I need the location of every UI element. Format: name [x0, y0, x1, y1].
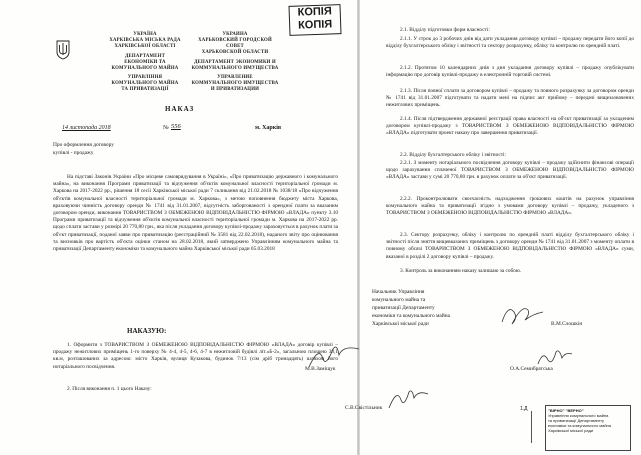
signer-line: комунального майна та [372, 297, 426, 303]
signature-3-name: С.В.Свістільник [345, 405, 383, 411]
signer-line: приватизації Департаменту [372, 305, 435, 311]
order-subject-line: купівлі - продажу [53, 150, 94, 156]
order-title: НАКАЗ [165, 105, 195, 113]
certified-copy-stamp [545, 405, 631, 451]
header-right-line: ХАРЬКОВСКОЙ ОБЛАСТИ [201, 50, 269, 55]
order-subject-line: Про оформлення договору [53, 142, 114, 148]
signature-3-icon [385, 386, 430, 412]
nakazuiu-heading: НАКАЗУЮ: [127, 327, 167, 335]
para-3: 3. Контроль за виконанням наказу залишаю за собою. [400, 268, 522, 274]
trident-coat-of-arms-icon [56, 40, 70, 60]
header-left-mgmt: ТА ПРИВАТИЗАЦІЇ [121, 87, 169, 92]
para-2-1-4: 2.1.4. Після підтвердження державної реєстрації права власності на об'єкт приватизації за укладеним договором купівлі-продажу з ТОВАРИСТВОМ З ОБМЕЖЕНОЮ ВІДПОВІДАЛЬНІСТЮ ФІРМОЮ «ВЛАДА» підготувати проект наказу про завершення приватизації. [386, 116, 634, 137]
header-right-dept: ДЕПАРТАМЕНТ ЭКОНОМИКИ И [194, 60, 276, 65]
stamp-line: Харківської міської ради [548, 428, 594, 433]
header-right-line: СОВЕТ [226, 44, 244, 49]
para-2-2-1: 2.2.1. З моменту нотаріального посвідчення договору купівлі – продажу здійснити фінансові операції щодо зарахування сплаченої ТОВАРИСТВОМ З ОБМЕЖЕНОЮ ВІДПОВІДАЛЬНІСТЮ ФІРМОЮ «ВЛАДА» застави у сумі 20 770,80 грн. в рахунок оплати за об'єкт приватизації. [386, 160, 634, 181]
signer-name: В.М.Слошкін [551, 321, 583, 327]
stamp-line: економіки та комунального майна [548, 423, 611, 428]
stamp-line: "ВІРНО" "ВЕРНО" [548, 408, 584, 413]
header-right-mgmt: И ПРИВАТИЗАЦИИ [210, 87, 260, 92]
signer-line: Харківської міської ради [372, 321, 429, 327]
header-left-line: ХАРКІВСЬКА МІСЬКА РАДА [109, 38, 181, 43]
header-left-line: ХАРКІВСЬКОЇ ОБЛАСТІ [114, 44, 176, 49]
header-left-dept: КОМУНАЛЬНОГО МАЙНА [111, 66, 179, 71]
order-number-prefix: № [163, 125, 169, 131]
header-left-mgmt: УПРАВЛІННЯ [127, 75, 163, 80]
stamp-edge [531, 411, 544, 443]
header-left-line: УКРАЇНА [133, 32, 157, 37]
para-2-2-2: 2.2.2. Проконтролювати своєчасність надходження грошових коштів на рахунок управління комунального майна та приватизації згідно з умовами договору купівлі – продажу, укладеного з ТОВАРИСТВОМ З ОБМЕЖЕНОЮ ВІДПОВІДАЛЬНІСТЮ ФІРМОЮ «ВЛАДА». [386, 196, 634, 217]
header-right-mgmt: КОММУНАЛЬНОГО ИМУЩЕСТВА [191, 81, 279, 86]
bottom-left-mark: 1.Д [520, 406, 528, 412]
header-right-line: ХАРЬКОВСКИЙ ГОРОДСКОЙ [198, 38, 272, 43]
signature-2-name: О.А.Семибратська [510, 366, 553, 372]
signer-line: Начальник Управління [372, 289, 425, 295]
stamp-line: та приватизації Департаменту [548, 418, 605, 423]
signature-1-name: М.В.Заміщук [305, 366, 336, 372]
header-right-mgmt: УПРАВЛЕНИЕ [217, 75, 253, 80]
header-left-mgmt: КОМУНАЛЬНОГО МАЙНА [111, 81, 179, 86]
order-item-1: 1. Оформити з ТОВАРИСТВОМ З ОБМЕЖЕНОЮ ВІДПОВІДАЛЬНІСТЮ ФІРМОЮ «ВЛАДА» договір купівлі – продажу нежитлових приміщень 1-го поверху № 4-4, 4-5, 4-6, 4-7 в нежитловій будівлі літ.«Б-2», загальною площею 38,1 кв.м, розташованих за адресою: місто Харків, вулиця Кузакова, будинок 7/13 (сім дріб тринадцять) шляхом його нотаріального посвідчення. [53, 342, 338, 370]
stamp-line: Управління комунального майна [548, 413, 609, 418]
preamble-paragraph: На підставі Законів України «Про місцеве самоврядування в Україні», «Про приватизацію державного і комунального майна», на виконання Програми приватизації та відчуження об'єктів комунальної власності територіальної громади м. Харкова на 2017-2022 рр., рішення 18 сесії Харківської міської ради 7 скликання від 21.02.2018 № 1038/18 «Про відчуження об'єктів комунальної власності територіальної громади м. Харкова», з метою поповнення бюджету міста Харкова, враховуючи чинність договору оренди № 1741 від 31.01.2007, відсутність заборгованості з орендної плати за вказаним договором оренди, виконання ТОВАРИСТВОМ З ОБМЕЖЕНОЮ ВІДПОВІДАЛЬНІСТЮ ФІРМОЮ «ВЛАДА» пункту 3.10 Програми приватизації та відчуження об'єктів комунальної власності територіальної громади м. Харкова на 2017-2022 рр. щодо сплати застави у розмірі 20 770,80 грн., яка після укладання договору купівлі-продажу зараховується в рахунок плати за об'єкт приватизації, поданої заяви про приватизацію (реєстраційний № 3581 від 22.02.2018), наданого звіту про оцінювання та висновків про вартість об'єкта оцінки станом на 28.02.2018, який затверджено Управлінням комунального майна та приватизації Департаменту економіки та комунального майна Харківської міської ради 05.03.2018 [53, 174, 338, 253]
order-number: 556 [171, 123, 181, 130]
para-2-1-2: 2.1.2. Протягом 10 календарних днів з дня укладання договору купівлі – продажу опублікувати інформацію про договір купівлі-продажу в електронній торговій системі. [386, 65, 634, 79]
order-city: м. Харків [255, 125, 282, 131]
header-left-dept: ЕКОНОМІКИ ТА [124, 60, 166, 65]
copy-stamp-line: КОПІЯ [297, 5, 332, 19]
signer-line: економіки та комунального майна [372, 313, 450, 319]
header-right-line: УКРАИНА [222, 32, 248, 37]
order-date: 14 листопада 2018 [62, 125, 111, 131]
signature-2-icon [535, 346, 575, 368]
copy-stamp [288, 4, 341, 36]
header-right-dept: КОММУНАЛЬНОГО ИМУЩЕСТВА [191, 66, 279, 71]
header-left-dept: ДЕПАРТАМЕНТ [125, 54, 165, 59]
para-2-1-1: 2.1.1. У строк до 3 робочих днів від дати укладання договору купівлі – продажу передати його копії до відділу бухгалтерського обліку і звітності та сектору розрахунку, обліку та контролю по орендній платі. [386, 36, 634, 50]
order-item-2: 2. Після виконання п. 1 цього Наказу: [67, 386, 152, 392]
copy-stamp-line: КОПІЯ [297, 18, 333, 32]
director-signature-icon [500, 300, 546, 328]
para-2-1: 2.1. Відділу підготовки форм власності: [400, 27, 490, 33]
para-2-3: 2.3. Сектору розрахунку, обліку і контролю по орендній платі відділу бухгалтерського обліку і звітності після зняття вищевказаних приміщень з договору оренди № 1741 від 31.01.2007 з моменту оплати в повному обсязі ТОВАРИСТВОМ З ОБМЕЖЕНОЮ ВІДПОВІДАЛЬНІСТЮ ФІРМОЮ «ВЛАДА» суми, вказаної в розділі 2 договору купівлі – продажу. [386, 232, 634, 260]
para-2-2: 2.2. Відділу бухгалтерського обліку і звітності: [400, 152, 506, 158]
para-2-1-3: 2.1.3. Після повної сплати за договором купівлі – продажу та повного розрахунку за договором оренди № 1741 від 31.01.2007 підготувати та надати мені на підпис акт прийому – передачі вищезазначених нежитлових приміщень. [386, 88, 634, 109]
